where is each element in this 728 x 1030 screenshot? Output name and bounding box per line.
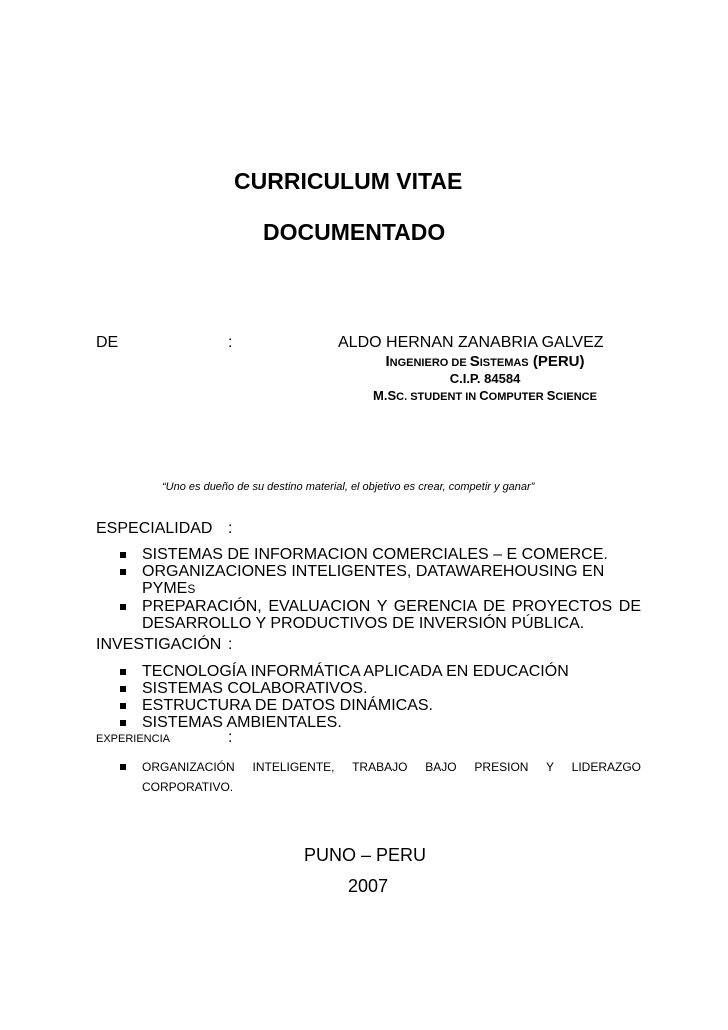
investigacion-list — [120, 663, 641, 731]
investigacion-label: INVESTIGACIÓN — [96, 636, 222, 653]
experiencia-line-1: ORGANIZACIÓN INTELIGENTE, TRABAJO BAJO PRESION Y LIDERAZGO — [142, 760, 641, 774]
author-label: DE — [96, 334, 119, 351]
list-item: ESTRUCTURA DE DATOS DINÁMICAS. — [120, 697, 641, 714]
experiencia-label: EXPERIENCIA — [96, 733, 170, 745]
bullet-square-icon — [120, 569, 126, 575]
bullet-square-icon — [120, 703, 126, 709]
especialidad-list — [120, 546, 641, 632]
author-degree: INGENIERO DE SISTEMAS (PERU) — [385, 353, 585, 370]
investigacion-colon: : — [228, 636, 233, 653]
bullet-square-icon — [120, 720, 126, 726]
list-item: PREPARACIÓN, EVALUACION Y GERENCIA DE PROYECTOS DE — [120, 598, 641, 615]
motto-quote: “Uno es dueño de su destino material, el objetivo es crear, competir y ganar” — [162, 481, 535, 493]
experiencia-line-2: CORPORATIVO. — [142, 780, 234, 794]
bullet-square-icon — [120, 686, 126, 692]
list-item: TECNOLOGÍA INFORMÁTICA APLICADA EN EDUCACIÓN — [120, 663, 641, 680]
list-item: SISTEMAS COLABORATIVOS. — [120, 680, 641, 697]
especialidad-label: ESPECIALIDAD — [96, 520, 213, 537]
list-item: SISTEMAS DE INFORMACION COMERCIALES – E COMERCE. — [120, 546, 641, 563]
title-line-2: DOCUMENTADO — [263, 219, 446, 245]
experiencia-list — [120, 757, 641, 797]
author-name: ALDO HERNAN ZANABRIA GALVEZ — [338, 334, 604, 351]
title-line-1: CURRICULUM VITAE — [234, 168, 463, 194]
author-msc: M.SC. STUDENT IN COMPUTER SCIENCE — [373, 388, 597, 403]
experiencia-colon: : — [228, 729, 233, 746]
author-colon: : — [228, 334, 233, 351]
bullet-square-icon — [120, 552, 126, 558]
especialidad-colon: : — [228, 520, 233, 537]
list-item-continuation: DESARROLLO Y PRODUCTIVOS DE INVERSIÓN PÚBLICA. — [142, 615, 585, 632]
list-item: ORGANIZACIONES INTELIGENTES, DATAWAREHOUSING EN PYMES — [120, 563, 641, 598]
footer-place: PUNO – PERU — [304, 845, 427, 865]
footer-year: 2007 — [348, 876, 389, 896]
bullet-square-icon — [120, 669, 126, 675]
bullet-square-icon — [120, 764, 126, 770]
bullet-square-icon — [120, 604, 126, 610]
list-item: SISTEMAS AMBIENTALES. — [120, 714, 641, 731]
author-cip: C.I.P. 84584 — [449, 371, 521, 386]
